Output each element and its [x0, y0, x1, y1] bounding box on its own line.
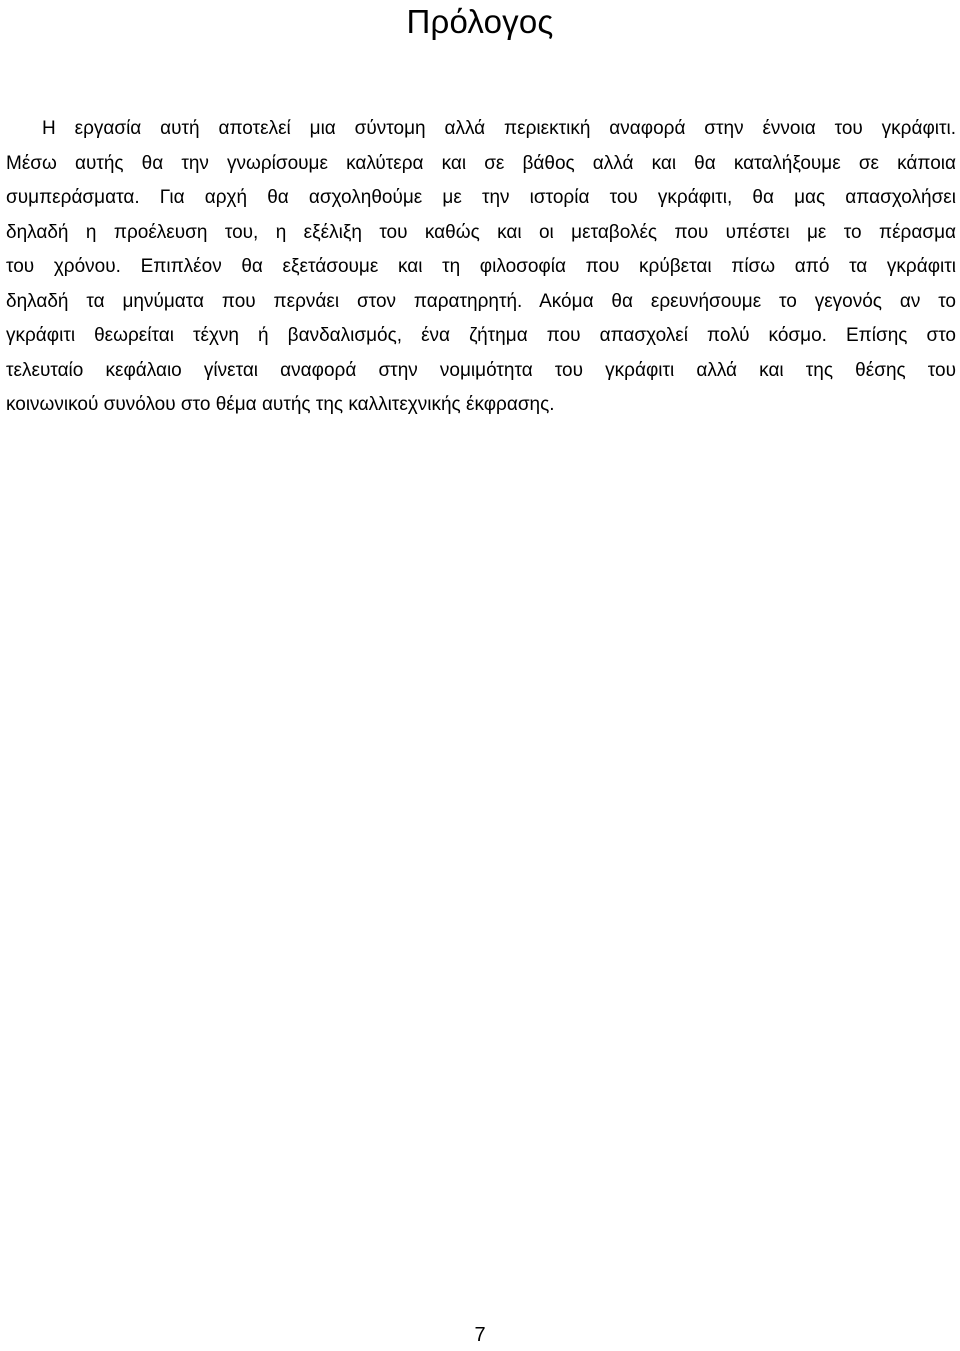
paragraph-line: τελευταίο κεφάλαιο γίνεται αναφορά στην νομιμότητα του γκράφιτι αλλά και της θέσης του: [6, 359, 956, 381]
paragraph-line: δηλαδή η προέλευση του, η εξέλιξη του καθώς και οι μεταβολές που υπέστει με το πέρασμα: [6, 221, 956, 243]
page-number: 7: [474, 1324, 486, 1346]
paragraph-line: δηλαδή τα μηνύματα που περνάει στον παρατηρητή. Ακόμα θα ερευνήσουμε το γεγονός αν το: [6, 290, 956, 312]
paragraph-line: κοινωνικού συνόλου στο θέμα αυτής της καλλιτεχνικής έκφρασης.: [6, 394, 555, 415]
prologue-paragraph: [6, 112, 956, 423]
page-title: Πρόλογος: [406, 3, 554, 40]
paragraph-line: Η εργασία αυτή αποτελεί μια σύντομη αλλά περιεκτική αναφορά στην έννοια του γκράφιτι.: [42, 118, 956, 139]
paragraph-line: του χρόνου. Επιπλέον θα εξετάσουμε και τη φιλοσοφία που κρύβεται πίσω από τα γκράφιτι: [6, 256, 956, 277]
paragraph-line: Μέσω αυτής θα την γνωρίσουμε καλύτερα και σε βάθος αλλά και θα καταλήξουμε σε κάποια: [6, 152, 956, 174]
paragraph-line: γκράφιτι θεωρείται τέχνη ή βανδαλισμός, ένα ζήτημα που απασχολεί πολύ κόσμο. Επίσης στο: [6, 325, 956, 346]
paragraph-line: συμπεράσματα. Για αρχή θα ασχοληθούμε με την ιστορία του γκράφιτι, θα μας απασχολήσει: [6, 187, 956, 208]
